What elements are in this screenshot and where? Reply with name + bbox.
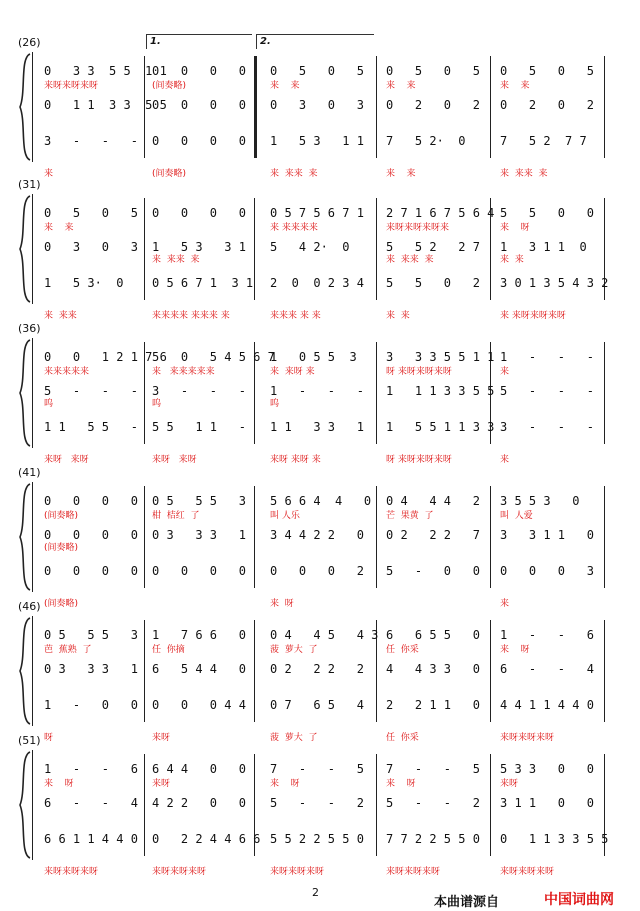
notation-measure: 0 2 0 2 [386, 98, 480, 112]
notation-measure: 7 5 2· 0 [386, 134, 466, 148]
lyric-lower: 呀 [44, 733, 54, 743]
lyric-upper: (间奏略) [44, 511, 79, 521]
notation-measure: 7 7 2 2 5 5 0 [386, 832, 480, 846]
lyric-lower: 呀 来呀来呀来呀 [386, 455, 452, 465]
lyric-lower: 任 你采 [386, 733, 419, 743]
lyric-upper: 来 呀 [500, 223, 530, 233]
notation-measure: 1 - - - [270, 384, 364, 398]
notation-measure: 0 3 0 3 [270, 98, 364, 112]
lyric-lower: 来 来 [386, 169, 416, 179]
notation-measure: 7 - - 5 [270, 762, 364, 776]
lyric-lower: 来呀来呀来呀 [500, 733, 555, 743]
notation-measure: 3 0 1 3 5 4 3 2 [500, 276, 609, 290]
score-system [0, 600, 640, 744]
notation-measure: 3 3 3 5 5 1 1 [386, 350, 495, 364]
notation-measure: 0 0 0 0 [152, 64, 246, 78]
lyric-lower: 来 呀 [270, 599, 294, 609]
notation-measure: 1 1 5 5 - [44, 420, 138, 434]
lyric-upper: 来 来 [270, 81, 300, 91]
score-system [0, 466, 640, 610]
lyric-upper: 来 来 [44, 223, 74, 233]
lyric-upper: 来呀来呀来呀 [44, 81, 99, 91]
notation-measure: 5 5 2 2 5 5 0 [270, 832, 364, 846]
lyric-lower: 来来来 来 来 [270, 311, 321, 321]
notation-measure: 3 4 4 2 2 0 [270, 528, 364, 542]
notation-measure: 3 - - - [44, 134, 138, 148]
notation-measure: 6 5 4 4 0 [152, 662, 246, 676]
system-brace [18, 616, 30, 726]
lyric-upper: 来来来来来 [44, 367, 90, 377]
notation-measure: 0 2 2 4 4 6 6 [152, 832, 261, 846]
notation-measure: 4 4 1 1 4 4 0 [500, 698, 594, 712]
notation-measure: 1 3 1 1 0 [500, 240, 587, 254]
lyric-upper: 来 来 [386, 81, 416, 91]
notation-measure: 0 0 0 0 [152, 98, 246, 112]
notation-measure: 0 5 7 5 6 7 1 [270, 206, 364, 220]
measure-number: (36) [18, 322, 41, 335]
notation-measure: 5 - - 2 [270, 796, 364, 810]
lyric-lower: 来来来来 来来来 来 [152, 311, 230, 321]
notation-measure: 0 3 3 3 1 [44, 662, 138, 676]
lyric-upper: 芒 果黄 了 [386, 511, 434, 521]
measure-number: (46) [18, 600, 41, 613]
notation-measure: 0 0 0 0 [44, 528, 138, 542]
lyric-lower: 来 来来 来 [270, 169, 318, 179]
lyric-middle: (间奏略) [44, 543, 79, 553]
lyric-upper: 来 [500, 367, 510, 377]
lyric-lower: 来呀来呀来呀 [500, 867, 555, 877]
system-brace [18, 338, 30, 448]
lyric-lower: 来呀 来呀 来 [270, 455, 321, 465]
lyric-upper: 菠 萝大 了 [270, 645, 318, 655]
lyric-upper: 来 呀 [500, 645, 530, 655]
notation-measure: 5 5 2 2 7 [386, 240, 480, 254]
lyric-lower: 菠 萝大 了 [270, 733, 318, 743]
notation-measure: 1 1 1 3 3 5 5 [386, 384, 495, 398]
lyric-middle: 呜 [44, 399, 54, 409]
notation-measure: 0 1 1 3 3 5 5 [500, 832, 609, 846]
notation-measure: 3 - - - [500, 420, 594, 434]
notation-measure: 1 0 5 5 3 [270, 350, 357, 364]
notation-measure: 1 - 0 0 [44, 698, 138, 712]
notation-measure: 0 0 0 0 [152, 206, 246, 220]
lyric-middle: 来 来来 来 [386, 255, 434, 265]
lyric-lower: 来呀来呀来呀 [44, 867, 99, 877]
score-system [0, 36, 640, 180]
notation-measure: 0 4 4 5 4 3 [270, 628, 379, 642]
notation-measure: 6 6 5 5 0 [386, 628, 480, 642]
measure-number: (26) [18, 36, 41, 49]
lyric-middle: 呜 [152, 399, 162, 409]
system-start-barline [32, 52, 33, 162]
notation-measure: 0 2 2 2 7 [386, 528, 480, 542]
lyric-upper: 来 呀 [386, 779, 416, 789]
lyric-lower: 来呀来呀来呀 [386, 867, 441, 877]
lyric-middle: 来 来来 来 [152, 255, 200, 265]
notation-measure: 5 4 2· 0 [270, 240, 350, 254]
system-start-barline [32, 194, 33, 304]
lyric-upper: 来呀 [152, 779, 171, 789]
lyric-upper: 任 你采 [386, 645, 419, 655]
notation-measure: 5 - - - [500, 384, 594, 398]
lyric-middle: 呜 [270, 399, 280, 409]
lyric-upper: 来 来 [500, 81, 530, 91]
notation-measure: 5 5 0 2 [386, 276, 480, 290]
lyric-lower: 来呀 来呀 [152, 455, 197, 465]
notation-measure: 0 3 3 5 5 1 1 [44, 64, 167, 78]
notation-measure: 6 - - 4 [500, 662, 594, 676]
notation-measure: 7 - - 5 [386, 762, 480, 776]
system-start-barline [32, 750, 33, 860]
system-start-barline [32, 338, 33, 448]
notation-measure: 1 - - 6 [44, 762, 138, 776]
notation-measure: 3 1 1 0 0 [500, 796, 594, 810]
notation-measure: 0 3 0 3 [44, 240, 138, 254]
notation-measure: 0 2 0 2 [500, 98, 594, 112]
measure-number: (31) [18, 178, 41, 191]
lyric-lower: 来 来 [386, 311, 410, 321]
notation-measure: 2 0 0 2 3 4 [270, 276, 364, 290]
notation-measure: 0 3 3 3 1 [152, 528, 246, 542]
notation-measure: 3 5 5 3 0 [500, 494, 580, 508]
source-label: 本曲谱源自 [434, 895, 500, 910]
system-start-barline [32, 482, 33, 592]
notation-measure: 0 0 1 2 1 7 6 [44, 350, 167, 364]
notation-measure: 0 4 4 4 2 [386, 494, 480, 508]
notation-measure: 1 5 3· 0 [44, 276, 124, 290]
notation-measure: 1 1 3 3 1 [270, 420, 364, 434]
lyric-upper: 任 你摘 [152, 645, 185, 655]
score-system [0, 178, 640, 322]
lyric-lower: 来 [44, 169, 54, 179]
notation-measure: 1 5 5 1 1 3 3 [386, 420, 495, 434]
notation-measure: 0 0 0 0 [152, 564, 246, 578]
lyric-lower: 来呀来呀来呀 [270, 867, 325, 877]
system-brace [18, 750, 30, 860]
lyric-lower: 来呀 来呀 [44, 455, 89, 465]
notation-measure: 0 0 0 4 4 [152, 698, 246, 712]
notation-measure: 0 5 0 5 [44, 206, 138, 220]
lyric-lower: 来呀 [152, 733, 171, 743]
notation-measure: 2 2 1 1 0 [386, 698, 480, 712]
notation-measure: 5 - - 2 [386, 796, 480, 810]
lyric-upper: 叫 人爱 [500, 511, 533, 521]
lyric-lower: 来 [500, 599, 510, 609]
lyric-upper: 来 呀 [44, 779, 74, 789]
page-number: 2 [312, 886, 319, 899]
lyric-lower: 来 来呀来呀来呀 [500, 311, 566, 321]
notation-measure: 5 6 6 4 4 0 [270, 494, 372, 508]
system-brace [18, 194, 30, 304]
lyric-lower: (间奏略) [152, 169, 187, 179]
lyric-middle: 来 来 [500, 255, 524, 265]
notation-measure: 1 - - 6 [500, 628, 594, 642]
notation-measure: 5 3 3 0 0 [500, 762, 594, 776]
measure-number: (51) [18, 734, 41, 747]
notation-measure: 5 - - - [44, 384, 138, 398]
notation-measure: 0 1 1 3 3 5 5 [44, 98, 167, 112]
notation-measure: 6 6 1 1 4 4 0 [44, 832, 138, 846]
lyric-upper: 叫 人乐 [270, 511, 300, 521]
lyric-upper: 来呀来呀来呀来 [386, 223, 450, 233]
notation-measure: 3 3 1 1 0 [500, 528, 594, 542]
notation-measure: 0 2 2 2 2 [270, 662, 364, 676]
notation-measure: 1 5 3 3 1 [152, 240, 246, 254]
notation-measure: 3 - - - [152, 384, 246, 398]
notation-measure: 5 5 0 0 [500, 206, 594, 220]
first-ending-bracket: 1. [146, 34, 252, 49]
lyric-lower: (间奏略) [44, 599, 79, 609]
lyric-upper: 柑 桔红 了 [152, 511, 200, 521]
lyric-upper: 呀 来呀来呀来呀 [386, 367, 452, 377]
site-brand[interactable]: 中国词曲网 [544, 892, 614, 908]
system-brace [18, 482, 30, 592]
notation-measure: 0 5 5 5 3 [44, 628, 138, 642]
notation-measure: 7 5 2 7 7 [500, 134, 587, 148]
lyric-upper: 来 来来来来来 [152, 367, 215, 377]
notation-measure: 0 0 0 0 [44, 494, 138, 508]
notation-measure: 0 0 0 2 [270, 564, 364, 578]
notation-measure: 0 5 0 5 [386, 64, 480, 78]
lyric-upper: 来 来呀 来 [270, 367, 315, 377]
notation-measure: 5 0 5 4 5 6 7 [152, 350, 275, 364]
lyric-lower: 来 来来 来 [500, 169, 548, 179]
lyric-upper: 来 来来来来 [270, 223, 318, 233]
lyric-upper: 来 呀 [270, 779, 300, 789]
score-system [0, 322, 640, 466]
lyric-lower: 来 [500, 455, 510, 465]
notation-measure: 1 - - - [500, 350, 594, 364]
notation-measure: 0 5 0 5 [500, 64, 594, 78]
lyric-lower: 来 来来 [44, 311, 77, 321]
notation-measure: 5 - 0 0 [386, 564, 480, 578]
lyric-lower: 来呀来呀来呀 [152, 867, 207, 877]
measure-number: (41) [18, 466, 41, 479]
notation-measure: 6 - - 4 [44, 796, 138, 810]
lyric-upper: (间奏略) [152, 81, 187, 91]
notation-measure: 0 0 0 0 [152, 134, 246, 148]
notation-measure: 0 0 0 3 [500, 564, 594, 578]
notation-measure: 0 7 6 5 4 [270, 698, 364, 712]
system-start-barline [32, 616, 33, 726]
notation-measure: 0 5 6 7 1 3 1 [152, 276, 254, 290]
second-ending-bracket: 2. [256, 34, 374, 49]
lyric-upper: 芭 蕉熟 了 [44, 645, 92, 655]
notation-measure: 2 7 1 6 7 5 6 4 [386, 206, 495, 220]
notation-measure: 1 7 6 6 0 [152, 628, 246, 642]
notation-measure: 1 5 3 1 1 [270, 134, 364, 148]
notation-measure: 6 4 4 0 0 [152, 762, 246, 776]
notation-measure: 0 5 0 5 [270, 64, 364, 78]
notation-measure: 0 0 0 0 [44, 564, 138, 578]
system-brace [18, 52, 30, 162]
notation-measure: 5 5 1 1 - [152, 420, 246, 434]
notation-measure: 4 2 2 0 0 [152, 796, 246, 810]
score-system [0, 734, 640, 878]
lyric-upper: 来呀 [500, 779, 519, 789]
notation-measure: 4 4 3 3 0 [386, 662, 480, 676]
notation-measure: 0 5 5 5 3 [152, 494, 246, 508]
